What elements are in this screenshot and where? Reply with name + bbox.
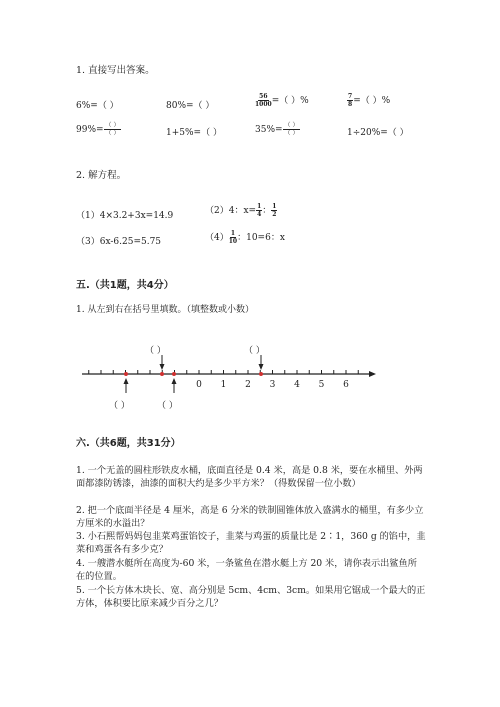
item-99-percent: 99%= （ ） （ ） xyxy=(76,122,120,137)
number-line-tick-labels xyxy=(196,380,349,390)
tick-label: 1 xyxy=(220,380,227,390)
point-a xyxy=(124,372,128,376)
item-56-over-1000: $\frac{56}{1000}$ =（ ）% xyxy=(255,93,309,108)
arrow-up-c-head xyxy=(172,378,177,384)
tick-label: 5 xyxy=(318,380,325,390)
blank-c[interactable]: （ ） xyxy=(157,401,178,411)
section-6-heading: 六.（共6题，共31分） xyxy=(76,438,181,449)
arrow-down-b-head xyxy=(160,364,165,370)
item-35-percent: 35%= （ ） （ ） xyxy=(255,122,299,137)
equation-1: （1）4×3.2+3x=14.9 xyxy=(76,211,174,221)
blank-d[interactable]: （ ） xyxy=(244,346,265,356)
point-c xyxy=(172,372,176,376)
fraction-7-8: $\frac{7}{8}$ xyxy=(348,93,353,108)
equation-3: （3）6x-6.25=5.75 xyxy=(76,237,162,247)
section-5-heading: 五.（共1题，共4分） xyxy=(76,280,174,291)
equation-2: （2）4：x= $\frac{1}{4}$ ： $\frac{1}{2}$ xyxy=(205,203,277,218)
item-6-percent: 6%=（ ） xyxy=(76,101,119,111)
section-6-question-3: 3. 小石熙帮妈妈包韭菜鸡蛋馅饺子，韭菜与鸡蛋的质量比是 2∶1，360 g 的馅中，韭菜和鸡蛋各有多少克？ xyxy=(76,531,426,555)
item-7-over-8: $\frac{7}{8}$ =（ ）% xyxy=(348,93,391,108)
point-b xyxy=(160,372,164,376)
fraction-56-1000: $\frac{56}{1000}$ xyxy=(255,93,272,108)
section-5-question-1: 1. 从左到右在括号里填数。（填整数或小数） xyxy=(76,305,254,315)
arrow-up-a-head xyxy=(124,378,129,384)
tick-label: 0 xyxy=(196,380,202,390)
section-6-question-4: 4. 一艘潜水艇所在高度为-60 米，一条鲨鱼在潜水艇上方 20 米，请你表示出鲨鱼所在的位置。 xyxy=(76,558,417,582)
section-2-title: 2. 解方程。 xyxy=(76,170,127,181)
paren-fraction: （ ） （ ） xyxy=(105,122,120,137)
section-6-question-1: 1. 一个无盖的圆柱形铁皮水桶，底面直径是 0.4 米，高是 0.8 米，要在水桶里、外两面都漆防锈漆，油漆的面积大约是多少平方米？（得数保留一位小数） xyxy=(76,465,423,489)
item-1-plus-5-percent: 1+5%=（ ） xyxy=(166,128,222,138)
section-6-question-5: 5. 一个长方体木块长、宽、高分别是 5cm、4cm、3cm。如果用它锯成一个最大的正方体，体积要比原来减少百分之几？ xyxy=(76,585,426,609)
blank-b[interactable]: （ ） xyxy=(145,346,166,356)
point-d xyxy=(259,372,263,376)
number-line-ticks xyxy=(89,370,359,374)
item-1-div-20-percent: 1÷20%=（ ） xyxy=(347,128,409,138)
section-1-title: 1. 直接写出答案。 xyxy=(76,65,155,76)
tick-label: 6 xyxy=(343,380,349,390)
tick-label: 4 xyxy=(294,380,300,390)
equation-4: （4） $\frac{1}{10}$ ：10=6：x xyxy=(205,230,285,245)
tick-label: 3 xyxy=(269,380,276,390)
item-80-percent: 80%=（ ） xyxy=(166,101,215,111)
arrow-down-d-head xyxy=(259,364,264,370)
blank-a[interactable]: （ ） xyxy=(109,401,130,411)
section-6-question-2: 2. 把一个底面半径是 4 厘米，高是 6 分米的铁制圆锥体放入盛满水的桶里，有多少立方厘米的水溢出？ xyxy=(76,505,424,529)
number-line-arrowhead xyxy=(369,371,376,377)
paren-fraction: （ ） （ ） xyxy=(284,122,299,137)
tick-label: 2 xyxy=(245,380,251,390)
